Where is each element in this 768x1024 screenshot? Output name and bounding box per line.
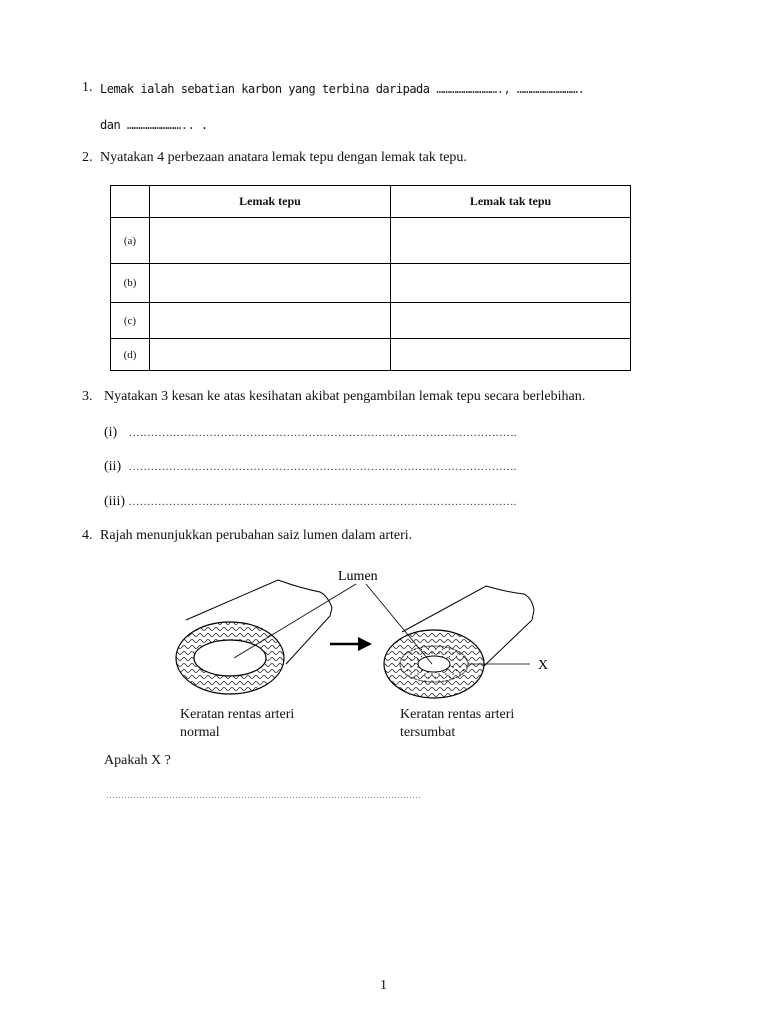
- q4-number: 4.: [82, 528, 93, 543]
- table-row: [111, 303, 631, 339]
- row-label-c: (c): [111, 303, 150, 339]
- q3-item-label: (iii): [104, 494, 125, 509]
- x-label: X: [538, 658, 549, 673]
- caption-blocked-1: Keratan rentas arteri: [400, 707, 515, 722]
- q3-item-ii: [104, 459, 516, 475]
- q2-number: 2.: [82, 150, 93, 165]
- answer-cell-a-tak-tepu[interactable]: [391, 218, 631, 264]
- table-header-lemak-tepu: Lemak tepu: [150, 186, 391, 218]
- caption-normal-2: normal: [180, 725, 220, 740]
- q1-line: [100, 82, 584, 96]
- q3-item-blank[interactable]: …………………………………………………………………………………………….: [128, 496, 517, 508]
- q4-question: Apakah X ?: [104, 753, 171, 768]
- answer-cell-b-tak-tepu[interactable]: [391, 264, 631, 303]
- q1-dan: dan: [100, 118, 121, 132]
- caption-blocked-2: tersumbat: [400, 725, 456, 740]
- q1-blank-2: ……………………….: [516, 82, 585, 96]
- table-header-blank: [111, 186, 150, 218]
- q2-text: Nyatakan 4 perbezaan anatara lemak tepu dengan lemak tak tepu.: [100, 150, 467, 165]
- table-header-lemak-tak-tepu: Lemak tak tepu: [391, 186, 631, 218]
- table-header-row: [111, 186, 631, 218]
- q3-item-i: [104, 425, 516, 441]
- q1-number: 1.: [82, 80, 93, 95]
- q3-text: Nyatakan 3 kesan ke atas kesihatan akibat pengambilan lemak tepu secara berlebihan.: [104, 389, 586, 404]
- answer-cell-c-tak-tepu[interactable]: [391, 303, 631, 339]
- q4-answer-blank[interactable]: ……………………………………………………………………………………………: [106, 790, 421, 800]
- q1-blank-1: ……………………….,: [436, 82, 511, 96]
- q3-item-label: (ii): [104, 459, 122, 474]
- row-label-d: (d): [111, 339, 150, 371]
- q1-end: .: [200, 118, 208, 132]
- lumen-label: Lumen: [338, 569, 378, 584]
- q3-item-blank[interactable]: …………………………………………………………………………………………….: [128, 427, 517, 439]
- table-row: [111, 339, 631, 371]
- answer-cell-c-tepu[interactable]: [150, 303, 391, 339]
- q1-text: Lemak ialah sebatian karbon yang terbina daripada: [100, 82, 430, 96]
- q4-text: Rajah menunjukkan perubahan saiz lumen dalam arteri.: [100, 528, 413, 543]
- page-number: 1: [380, 978, 387, 993]
- fat-comparison-table: [110, 185, 631, 371]
- answer-cell-a-tepu[interactable]: [150, 218, 391, 264]
- q3-number: 3.: [82, 389, 93, 404]
- table-row: [111, 264, 631, 303]
- q3-item-iii: [104, 494, 516, 510]
- blocked-artery: [384, 586, 534, 698]
- lumen-pointer-left: [234, 584, 356, 658]
- caption-normal-1: Keratan rentas arteri: [180, 707, 295, 722]
- answer-cell-d-tak-tepu[interactable]: [391, 339, 631, 371]
- normal-artery: [176, 580, 332, 694]
- row-label-b: (b): [111, 264, 150, 303]
- q1-line-2: [100, 118, 208, 132]
- q3-item-blank[interactable]: …………………………………………………………………………………………….: [128, 461, 517, 473]
- answer-cell-d-tepu[interactable]: [150, 339, 391, 371]
- q1-blank-3: ……………………..: [126, 118, 195, 132]
- row-label-a: (a): [111, 218, 150, 264]
- table-row: [111, 218, 631, 264]
- q3-item-label: (i): [104, 425, 118, 440]
- answer-cell-b-tepu[interactable]: [150, 264, 391, 303]
- arrow-icon: [330, 637, 372, 651]
